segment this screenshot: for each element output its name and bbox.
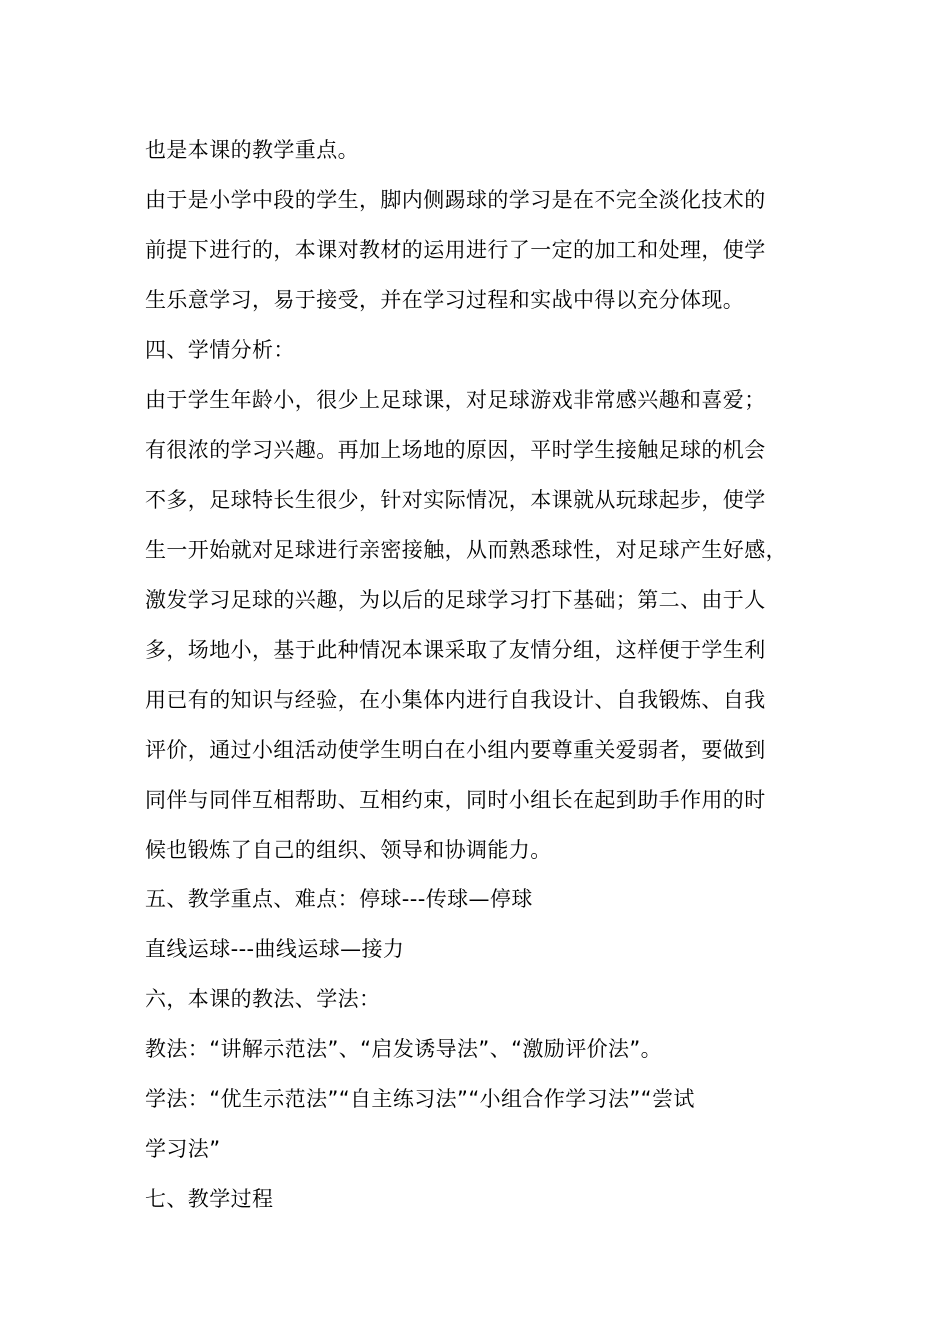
text-line: 同伴与同伴互相帮助、互相约束，同时小组长在起到助手作用的时 [145,788,766,812]
text-line: 激发学习足球的兴趣，为以后的足球学习打下基础；第二、由于人 [145,588,766,612]
text-line: 候也锻炼了自己的组织、领导和协调能力。 [145,838,552,862]
text-line: 有很浓的学习兴趣。再加上场地的原因，平时学生接触足球的机会 [145,438,766,462]
text-line: 教法：“讲解示范法”、“启发诱导法”、“激励评价法”。 [145,1037,663,1061]
text-line: 多，场地小，基于此种情况本课采取了友情分组，这样便于学生利 [145,638,766,662]
text-line: 前提下进行的，本课对教材的运用进行了一定的加工和处理，使学 [145,238,766,262]
section-heading: 四、学情分析： [145,338,295,362]
text-line: 用已有的知识与经验，在小集体内进行自我设计、自我锻炼、自我 [145,688,766,712]
text-line: 由于学生年龄小，很少上足球课，对足球游戏非常感兴趣和喜爱； [145,388,766,412]
text-line: 评价，通过小组活动使学生明白在小组内要尊重关爱弱者，要做到 [145,738,766,762]
text-line: 不多，足球特长生很少，针对实际情况，本课就从玩球起步，使学 [145,488,766,512]
text-line: 直线运球---曲线运球—接力 [145,937,405,961]
text-line: 学法：“优生示范法”“自主练习法”“小组合作学习法”“尝试 [145,1087,695,1111]
section-heading: 七、教学过程 [145,1187,274,1211]
text-line: 也是本课的教学重点。 [145,138,359,162]
text-line: 生乐意学习，易于接受，并在学习过程和实战中得以充分体现。 [145,288,745,312]
text-line: 生一开始就对足球进行亲密接触，从而熟悉球性，对足球产生好感， [145,538,787,562]
section-heading: 六，本课的教法、学法： [145,987,381,1011]
section-heading: 五、教学重点、难点：停球---传球—停球 [145,887,533,911]
text-line: 由于是小学中段的学生，脚内侧踢球的学习是在不完全淡化技术的 [145,188,766,212]
text-line: 学习法” [145,1137,221,1161]
